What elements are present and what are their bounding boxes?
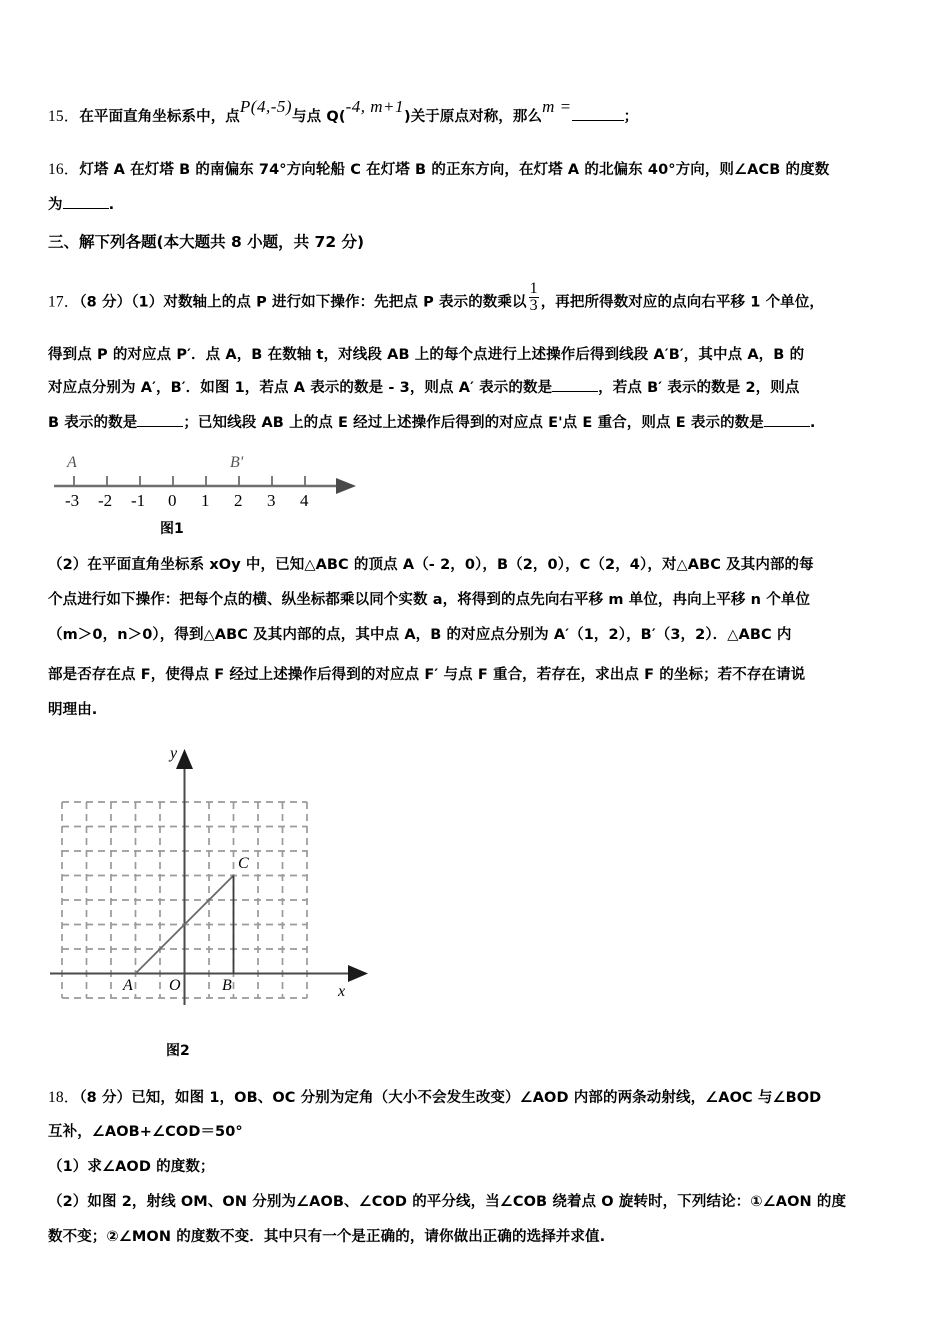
question-17-blank-e[interactable] [764,426,810,427]
figure-2-vertex-label-c: C [238,855,249,872]
question-15-m-equals: m = [542,97,572,116]
question-16-line2-before: 为 [48,197,63,213]
figure-2-caption: 图2 [166,1043,190,1059]
question-17-blank-b[interactable] [137,426,183,427]
question-18-line-1 [48,1088,821,1107]
question-17-part2-line-3 [48,625,791,644]
question-18-number: 18． [48,1089,80,1106]
fraction-denominator: 3 [529,297,538,315]
section-header-three: 三、解下列各题(本大题共 8 小题，共 72 分) [48,233,365,251]
figure-2-x-axis-label: x [338,983,346,1000]
figure-1-caption: 图1 [160,521,184,537]
question-18-sub1-text: （1）求∠AOD 的度数； [48,1159,215,1175]
question-17-line-4 [48,413,816,432]
question-16-line-2 [48,195,114,214]
y-axis-arrow-icon [176,749,193,769]
question-17-p2-line2: 个点进行如下操作：把每个点的横、纵坐标都乘以同个实数 a，将得到的点先向右平移 m 单位，冉向上平移 n 个单位 [48,592,811,608]
tick-label: 3 [267,491,276,510]
question-18-sub2-line1: （2）如图 2，射线 OM、ON 分别为∠AOB、∠COD 的平分线，当∠COB 绕着点 O 旋转时，下列结论：①∠AON 的度 [48,1194,847,1210]
question-17-blank-a-prime[interactable] [552,391,598,392]
question-17-p2-line4: 部是否存在点 F，使得点 F 经过上述操作后得到的对应点 F′ 与点 F 重合，若存在，求出点 F 的坐标；若不存在请说 [48,667,806,683]
question-16-line-1 [48,160,829,179]
question-15-point-p: P(4,-5) [239,97,293,116]
question-18-sub2-line2: 数不变；②∠MON 的度数不变．其中只有一个是正确的，请你做出正确的选择并求值. [48,1229,606,1245]
figure-2-y-axis-label: y [170,745,178,762]
figure-2-origin-label: O [169,977,181,994]
question-17-part2-line-2 [48,590,810,609]
figure-1-tick-labels [48,491,378,517]
question-17-line-2 [48,345,804,364]
question-17-p1-line3b: ，若点 B′ 表示的数是 2，则点 [598,380,800,396]
figure-1-point-label-b-prime: B' [230,454,244,471]
question-17-p1-seg2: ，再把所得数对应的点向右平移 1 个单位， [540,294,824,311]
question-17-line-3 [48,378,799,397]
question-17-p1-line4a: B 表示的数是 [48,415,138,431]
question-16-answer-blank[interactable] [63,208,109,209]
question-17-part2-line-1 [48,555,814,574]
question-17-p2-line5: 明理由. [48,702,98,718]
question-18-score: （8 分） [79,1090,132,1106]
question-17-part1-label: （1） [131,294,164,311]
question-15-text-before: 在平面直角坐标系中，点 [79,109,240,125]
tick-label: 4 [300,491,309,510]
tick-label: -3 [65,491,80,510]
question-18-sub-2-line-2 [48,1227,605,1246]
figure-2-svg [50,745,380,1045]
figure-2-coordinate-grid [50,745,380,1045]
question-16-text: 灯塔 A 在灯塔 B 的南偏东 74°方向轮船 C 在灯塔 B 的正东方向，在灯塔 A 的北偏东 40°方向，则∠ACB 的度数 [79,162,830,178]
question-17-line-1 [48,280,824,317]
question-15-tail: ； [623,109,639,125]
question-17-p2-line3: （m＞0，n＞0），得到△ABC 及其内部的点，其中点 A，B 的对应点分别为 A′（1，2），B′（3，2）．△ABC 内 [48,627,792,643]
question-17-p2-line1: 在平面直角坐标系 xOy 中，已知△ABC 的顶点 A（- 2，0），B（2，0），C（2，4），对△ABC 及其内部的每 [87,557,814,573]
tick-label: 1 [201,491,210,510]
question-17-score: （8 分） [79,294,132,311]
question-18-line-2 [48,1122,243,1141]
question-16-number: 16． [48,161,80,178]
question-18-text-line1: 已知，如图 1，OB、OC 分别为定角（大小不会发生改变）∠AOD 内部的两条动射线，∠AOC 与∠BOD [131,1090,822,1106]
figure-2-vertex-label-b: B [222,977,232,994]
question-17-p1-line3a: 对应点分别为 A′，B′．如图 1，若点 A 表示的数是 - 3，则点 A′ 表示的数是 [48,380,553,396]
question-16-line2-after: . [108,197,115,213]
fraction-numerator: 1 [529,280,538,297]
question-15-text-mid: 与点 Q( [292,109,346,125]
fraction-one-third [528,281,540,315]
tick-label: -1 [131,491,146,510]
question-15-point-q: -4, m+1 [345,97,404,116]
question-18-sub-1 [48,1157,215,1176]
question-17-number: 17． [48,293,80,311]
question-17-p1-seg1: 对数轴上的点 P 进行如下操作：先把点 P 表示的数乘以 [163,294,527,311]
figure-2-vertex-label-a: A [123,977,133,994]
figure-1-number-line [48,448,378,548]
question-17-part2-line-5 [48,700,97,719]
question-18-text-line2: 互补，∠AOB+∠COD＝50° [48,1124,243,1140]
question-17-p1-line2: 得到点 P 的对应点 P′．点 A，B 在数轴 t，对线段 AB 上的每个点进行上述操作后得到线段 A′B′，其中点 A，B 的 [48,347,805,363]
question-15-text-after: )关于原点对称，那么 [403,109,543,125]
tick-label: 0 [168,491,177,510]
question-17-part2-label: （2） [48,557,88,573]
figure-1-point-label-a: A [67,454,77,471]
question-17-part2-line-4 [48,665,805,684]
x-axis-arrow-icon [348,965,368,982]
question-15-number: 15． [48,108,80,125]
tick-label: -2 [98,491,113,510]
question-17-p1-line4c: . [809,415,816,431]
question-15-answer-blank[interactable] [572,120,624,121]
question-15 [48,97,639,126]
question-17-p1-line4b: ；已知线段 AB 上的点 E 经过上述操作后得到的对应点 E'点 E 重合，则点 E 表示的数是 [183,415,764,431]
tick-label: 2 [234,491,243,510]
question-18-sub-2-line-1 [48,1192,846,1211]
